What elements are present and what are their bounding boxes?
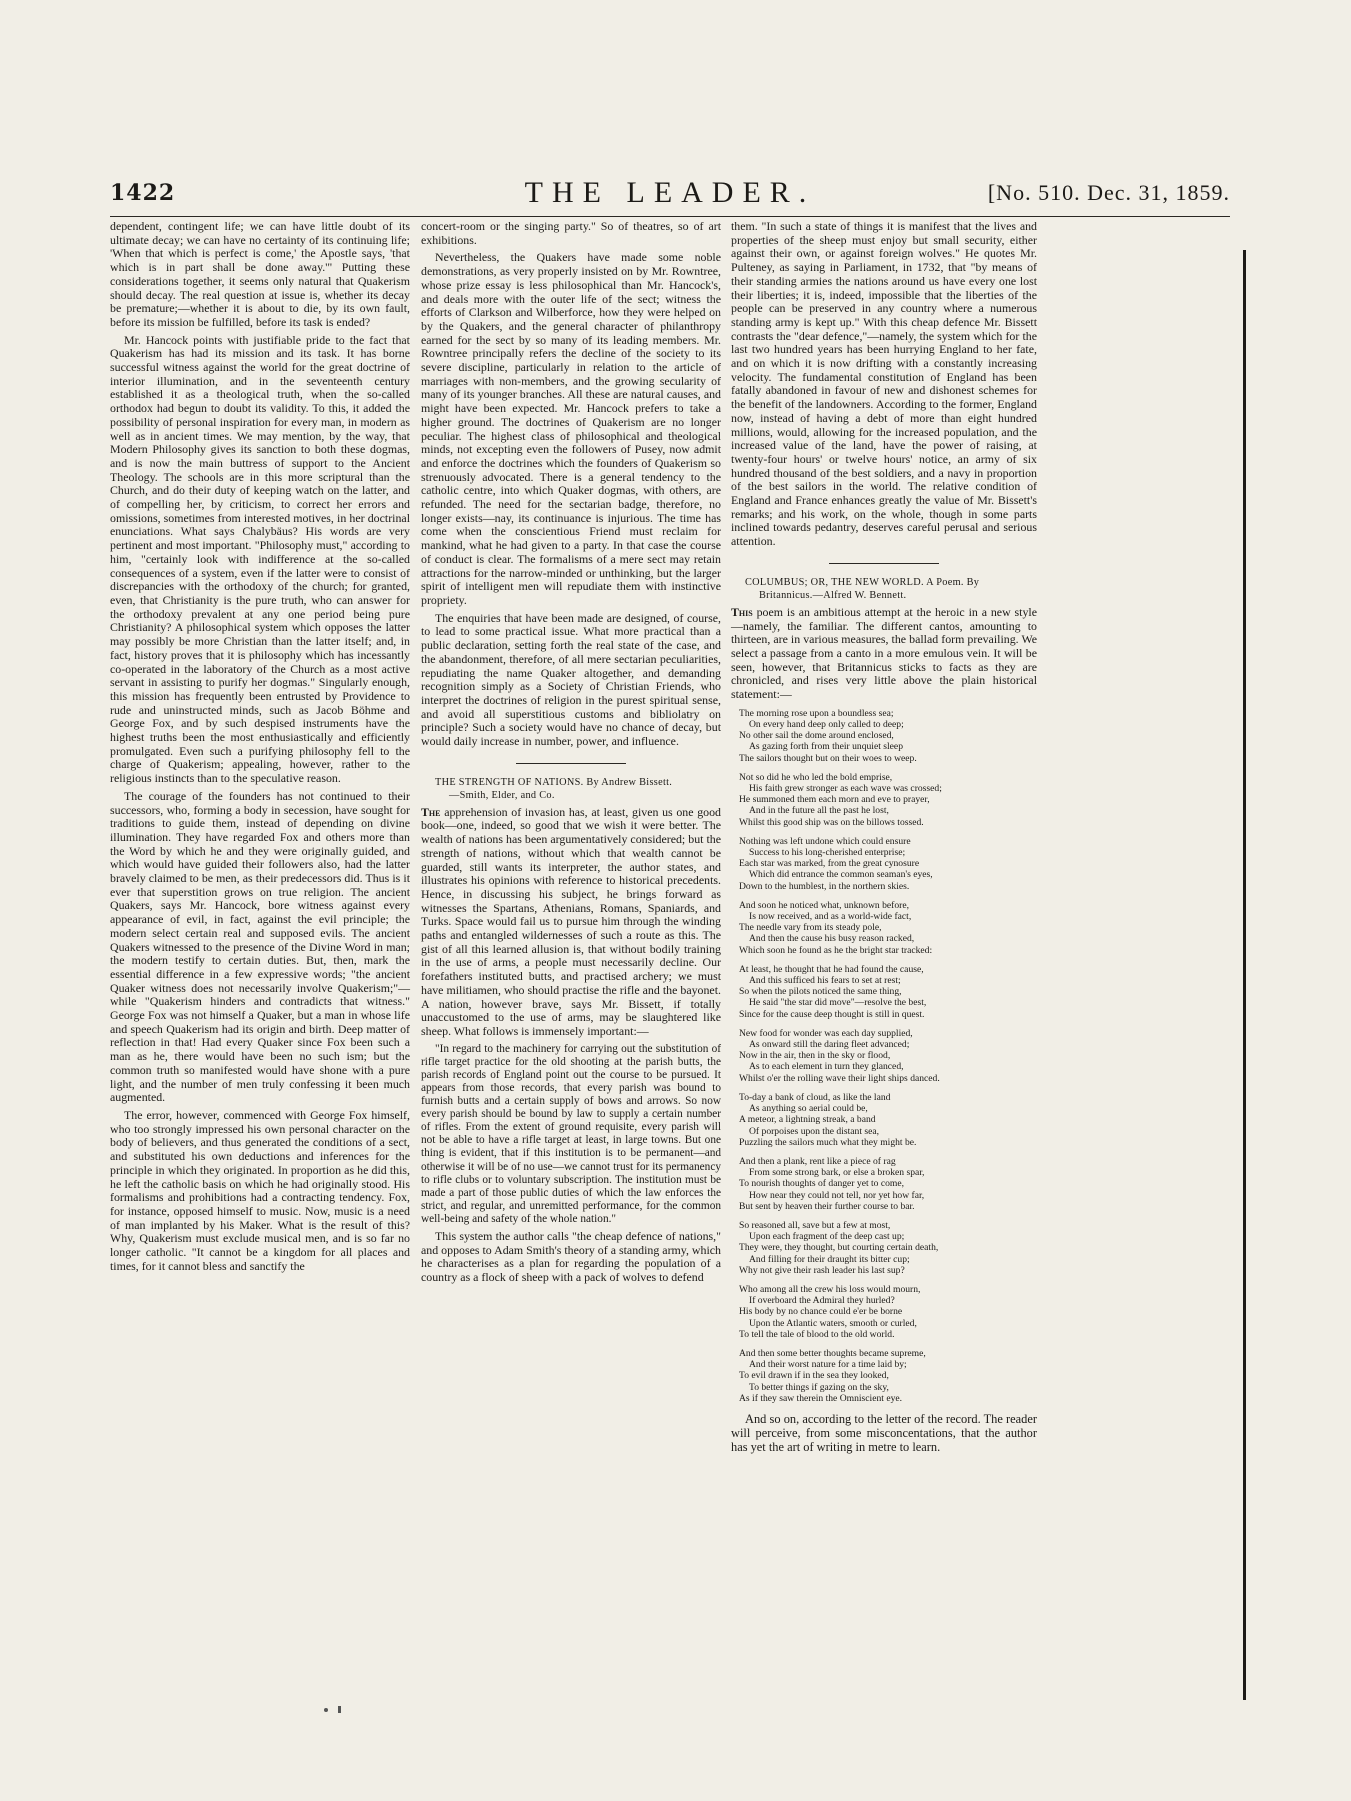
- section-divider: [516, 763, 626, 764]
- poem-line: And this sufficed his fears to set at rest;: [749, 975, 901, 987]
- poem-line: His faith grew stronger as each wave was crossed;: [749, 783, 942, 795]
- poem-line: Of porpoises upon the distant sea,: [749, 1125, 880, 1137]
- poem-line: From some strong bark, or else a broken spar,: [749, 1167, 925, 1179]
- poem-line: Down to the humblest, in the northern skies.: [739, 880, 910, 892]
- section-divider: [829, 563, 939, 564]
- poem-line: And then some better thoughts became supreme,: [739, 1347, 926, 1359]
- paragraph: The error, however, commenced with George Fox himself, who too strongly impressed his own personal character on the body of believers, and thus generated the conditions of a sect, and substituted his own deductions and inferences for the principle in which they originated. In proportion as he did this, he left the catholic basis on which he had originally stood. His formalisms and prohibitions had a contracting tendency. Fox, for instance, opposed himself to music. Now, music is a need of man implanted by his Maker. What is the result of this? Why, Quakerism must exclude musical men, and is so far no longer catholic. "It cannot be a kingdom for all places and times, for it cannot bless and sanctify the: [110, 1108, 410, 1273]
- poem-line: Puzzling the sailors much what they might be.: [739, 1136, 917, 1148]
- poem-line: Success to his long-cherished enterprise;: [749, 847, 906, 859]
- poem-line: The needle vary from its steady pole,: [739, 922, 882, 934]
- poem-line: If overboard the Admiral they hurled?: [749, 1295, 895, 1307]
- review-paragraph: [731, 606, 1037, 702]
- poem-line: But sent by heaven their further course to bar.: [739, 1200, 915, 1212]
- poem-line: Each star was marked, from the great cynosure: [739, 858, 920, 870]
- paragraph: them. "In such a state of things it is manifest that the lives and properties of the sheep must enjoy but small security, either against their own, or against foreign wolves." He quotes Mr. Pulteney, as saying in Parliament, in 1732, that "by means of their standing armies the nations around us have every one lost their liberties; it is, indeed, impossible that the liberties of the people can be preserved in any country where a numerous standing army is kept up." With this cheap defence Mr. Bissett contrasts the "dear defence,"—namely, the system which for the last two hundred years has been hurrying England to her fate, and on which it is now drifting with a constantly increasing velocity. The fundamental constitution of England has been fatally abandoned in favour of new and dishonest schemes for the benefit of the landowners. According to the former, England now, instead of having a debt of more than eight hundred millions, would, allowing for the increased population, and the increased value of the land, have the power of raising, at twenty-four hours' or twelve hours' notice, an army of six hundred thousand of the best soldiers, and a navy in proportion of the best sailors in the world. The relative condition of England and France enhances greatly the value of Mr. Bissett's remarks; and his work, on the whole, though in some parts inclined towards pedantry, deserves careful perusal and serious attention.: [731, 219, 1037, 549]
- poem-line: Not so did he who led the bold emprise,: [739, 771, 893, 783]
- review-publisher: Britannicus.—Alfred W. Bennett.: [759, 589, 907, 601]
- poem-stanza: [739, 708, 1037, 764]
- poem-line: As gazing forth from their unquiet sleep: [749, 741, 903, 753]
- poem-stanza: [739, 1156, 1037, 1212]
- paragraph: The courage of the founders has not continued to their successors, who, forming a body in secession, have sought for traditions to guide them, instead of depending on divine illumination. They have regarded Fox and others more than the Word by which he and they were originally guided, and which would have guided their followers also, had the latter bravely claimed to be men, as their predecessors did. Thus is it ever that superstition grows on true religion. The ancient Quakers, says Mr. Hancock, bore witness against every appearance of evil, in fact, against the evil principle; the modern select certain real and supposed evils. The ancient Quakers witnessed to the presence of the Divine Word in man; the modern testify to certain duties. But, then, mark the essential difference in a few expressive words; "the ancient Quaker witness does not necessarily involve Quakerism;"—while "Quakerism hinders and contradicts that witness." George Fox was not himself a Quaker, but a man in whose life and speech Quakerism had its origin and birth. Deep matter of reflection in that! Had every Quaker since Fox been such a man as he, there would have been no such ism; but the common truth so manifested would have shone with a pure light, and the number of men truly confessing it been much augmented.: [110, 788, 410, 1105]
- paragraph: Mr. Hancock points with justifiable pride to the fact that Quakerism has had its mission and its task. It has borne successful witness against the world for the great doctrine of interior illumination, and in the seventeenth century established it as a theological truth, when the so-called orthodox had begun to doubt its validity. To this, it added the possibility of personal inspiration for every man, in modern as well as in ancient times. We may mention, by the way, that Modern Philosophy gives its sanction to both these dogmas, and is now the main buttress of support to the Ancient Theology. The schools are in this more scriptural than the Church, and do their duty of keeping watch on the latter, and of compelling her, by criticism, to correct her errors and omissions, sometimes from interested motives, in her doctrinal enunciations. What says Chalybäus? His words are very pertinent and most important. "Philosophy must," according to him, "certainly look with indifference at the so-called consequences of a system, even if the latter were to consist of discrepancies with the orthodoxy of the church; for granted, even, that Christianity is the pure truth, who can answer for the orthodoxy prevalent at any one period being pure Christianity? A philosophical system which opposes the latter may possibly be more Christian than the latter itself; and, in fact, history proves that it is philosophy which has incessantly co-operated in the laboratory of the Church as a most active servant in assisting to purify her dogmas." Singularly enough, this mission has frequently been entrusted by Providence to rude and uninstructed minds, such as Jacob Böhme and George Fox, and by such despised instruments have the highest truths been the most enthusiastically and efficiently promulgated. Even such a purifying philosophy fell to the charge of Quakerism; appealing, however, rather to the religious instincts than to the speculative reason.: [110, 332, 410, 786]
- poem-line: He summoned them each morn and eve to prayer,: [739, 794, 930, 806]
- closing-paragraph: And so on, according to the letter of the record. The reader will perceive, from some misconcentations, that the author has yet the art of writing in metre to learn.: [731, 1411, 1037, 1454]
- poem-line: As anything so aerial could be,: [749, 1103, 868, 1115]
- poem-line: Which soon he found as he the bright star tracked:: [739, 944, 933, 956]
- poem-stanza: [739, 1348, 1037, 1404]
- page-edge-shadow: [1243, 250, 1246, 1700]
- poem-line: As onward still the daring fleet advanced;: [749, 1039, 910, 1051]
- paragraph: This system the author calls "the cheap defence of nations," and opposes to Adam Smith's theory of a standing army, which he characterises as a plan for regarding the population of a country as a flock of sheep with a pack of wolves to defend: [421, 1228, 721, 1285]
- poem-line: Now in the air, then in the sky or flood,: [739, 1050, 891, 1062]
- poem-line: And soon he noticed what, unknown before,: [739, 899, 909, 911]
- poem-line: Why not give their rash leader his last sup?: [739, 1264, 905, 1276]
- poem-line: Which did entrance the common seaman's eyes,: [749, 869, 933, 881]
- column-2: [421, 220, 721, 1289]
- poem-line: At least, he thought that he had found the cause,: [739, 963, 924, 975]
- paragraph: The enquiries that have been made are designed, of course, to lead to some practical issue. What more practical than a public declaration, setting forth the real state of the case, and the abandonment, therefore, of all mere sectarian peculiarities, repudiating the name Quaker altogether, and demanding recognition simply as a Society of Christian Friends, who interpret the doctrines of religion in the purest spiritual sense, and avoid all superstitious customs and bibliolatry on principle? Such a society would have no chance of decay, but would daily increase in number, power, and influence.: [421, 610, 721, 749]
- poem-line: Is now received, and as a world-wide fact,: [749, 911, 912, 923]
- poem-line: And then a plank, rent like a piece of rag: [739, 1155, 896, 1167]
- page-header: [110, 176, 1230, 217]
- poem-line: Upon the Atlantic waters, smooth or curled,: [749, 1317, 917, 1329]
- poem-line: His body by no chance could e'er be borne: [739, 1306, 903, 1318]
- poem-line: Nothing was left undone which could ensure: [739, 835, 911, 847]
- poem-line: To nourish thoughts of danger yet to come,: [739, 1178, 905, 1190]
- poem-line: Who among all the crew his loss would mourn,: [739, 1283, 921, 1295]
- paragraph: Nevertheless, the Quakers have made some noble demonstrations, as very properly insisted on by Mr. Rowntree, whose prize essay is less philosophical than Mr. Hancock's, and deals more with the outer life of the sect; witness the efforts of Clarkson and Wilberforce, how they were helped on by the Quakers, and the general character of philanthropy earned for the sect by so many of its leading members. Mr. Rowntree principally refers the decline of the society to its severe discipline, particularly in relation to the article of marriages with non-members, and the growing secularity of many of its younger branches. All these are natural causes, and might have been expected. Mr. Hancock prefers to take a higher ground. The doctrines of Quakerism are no longer peculiar. The highest class of philosophical and theological minds, not excepting even the followers of Pusey, now admit and enforce the doctrines which the founders of Quakerism so strenuously advocated. There is a general tendency to the catholic centre, into which Quaker dogmas, with others, are refunded. The need for the sectarian badge, therefore, no longer exists—nay, its continuance is injurious. The time has come when the conscientious Friend must reclaim for mankind, what he had given to a party. In that case the course of conduct is clear. The formalisms of a mere sect may retain attractions for the narrow-minded or unthinking, but the larger spirit of intelligent men will repudiate them with instinctive propriety.: [421, 250, 721, 607]
- poem-stanza: [739, 836, 1037, 892]
- ink-mark: [338, 1706, 341, 1713]
- poem-line: No other sail the dome around enclosed,: [739, 730, 894, 742]
- paragraph: concert-room or the singing party." So of theatres, so of art exhibitions.: [421, 219, 721, 247]
- poem-line: And in the future all the past he lost,: [749, 805, 889, 817]
- poem-line: To-day a bank of cloud, as like the land: [739, 1091, 891, 1103]
- poem-line: So when the pilots noticed the same thing,: [739, 986, 902, 998]
- review-text: poem is an ambitious attempt at the heroic in a new style—namely, the familiar. The different cantos, amounting to thirteen, are in various measures, the ballad form prevailing. We select a passage from a canto in a more emulous vein. It will be seen, however, that Britannicus sticks to facts as they are chronicled, and rises very little above the plain historical statement:—: [731, 604, 1037, 702]
- poem-stanza: [739, 1284, 1037, 1340]
- review-title: THE STRENGTH OF NATIONS. By Andrew Bissett.: [435, 776, 673, 788]
- review-heading: [421, 776, 721, 802]
- review-title: COLUMBUS; OR, THE NEW WORLD. A Poem. By: [745, 576, 980, 588]
- poem-stanza: [739, 772, 1037, 828]
- poem-stanza: [739, 1028, 1037, 1084]
- poem-line: To tell the tale of blood to the old world.: [739, 1328, 895, 1340]
- poem-line: Upon each fragment of the deep cast up;: [749, 1231, 905, 1243]
- poem-line: Since for the cause deep thought is still in quest.: [739, 1008, 925, 1020]
- drop-cap: The: [421, 804, 441, 819]
- poem-line: The sailors thought but on their woes to weep.: [739, 752, 917, 764]
- poem-line: A meteor, a lightning streak, a band: [739, 1114, 876, 1126]
- poem-stanza: [739, 1092, 1037, 1148]
- poem-line: They were, they thought, but courting certain death,: [739, 1242, 939, 1254]
- poem-line: On every hand deep only called to deep;: [749, 719, 904, 730]
- poem-line: As to each element in turn they glanced,: [749, 1061, 904, 1073]
- review-text: apprehension of invasion has, at least, given us one good book—one, indeed, so good that we wish it were better. The wealth of nations has been argumentatively considered; but the strength of nations, without which that wealth cannot be guarded, still wants its interpreter, the author states, and illustrates his opinions with reference to historical precedents. Hence, in discussing his subject, he brings forward as witnesses the Spartans, Athenians, Romans, Spaniards, and Turks. Space would fail us to pursue him through the winding paths and entangled wildernesses of such a route as this. The gist of all this learned allusion is, that without bodily training in the use of arms, a people must necessarily decline. Our forefathers instituted butts, and practised archery; we must have militiamen, who should practise the rifle and the bayonet. A nation, however brave, says Mr. Bissett, if totally unaccustomed to the use of arms, may be slaughtered like sheep. What follows is immensely important:—: [421, 804, 721, 1038]
- poem-line: New food for wonder was each day supplied,: [739, 1027, 913, 1039]
- poem-stanza: [739, 900, 1037, 956]
- review-paragraph: [421, 806, 721, 1039]
- column-1: [110, 220, 410, 1277]
- review-heading: [731, 576, 1037, 602]
- column-3: [731, 220, 1037, 1458]
- poem-line: The morning rose upon a boundless sea;: [739, 707, 894, 719]
- paragraph: dependent, contingent life; we can have little doubt of its ultimate decay; we can have no certainty of its continuing life; 'When that which is perfect is come,' the Apostle says, 'that which is in part shall be done away.'" Putting these considerations together, it seems only natural that Quakerism should decay. The real question at issue is, whether its decay be premature;—whether it is about to die, by its own fault, before its mission be fulfilled, before its task is ended?: [110, 219, 410, 329]
- poem-line: To evil drawn if in the sea they looked,: [739, 1370, 889, 1382]
- poem-line: To better things if gazing on the sky,: [749, 1381, 889, 1393]
- poem-line: Whilst this good ship was on the billows tossed.: [739, 816, 924, 828]
- poem-line: Whilst o'er the rolling wave their light ships danced.: [739, 1072, 940, 1084]
- issue-info: [No. 510. Dec. 31, 1859.: [987, 180, 1230, 205]
- poem-line: As if they saw therein the Omniscient eye.: [739, 1392, 903, 1404]
- review-publisher: —Smith, Elder, and Co.: [449, 789, 555, 801]
- ink-mark: [324, 1708, 328, 1712]
- poem-stanza: [739, 1220, 1037, 1276]
- drop-cap: This: [731, 604, 753, 619]
- poem-stanza: [739, 964, 1037, 1020]
- poem-excerpt: [739, 708, 1037, 1404]
- poem-line: He said "the star did move"—resolve the best,: [749, 997, 927, 1009]
- poem-line: So reasoned all, save but a few at most,: [739, 1219, 891, 1231]
- masthead-title: THE LEADER.: [524, 176, 816, 209]
- poem-line: And filling for their draught its bitter cup;: [749, 1253, 910, 1265]
- poem-line: And their worst nature for a time laid by;: [749, 1359, 907, 1371]
- page-number: 1422: [110, 180, 176, 206]
- block-quote: "In regard to the machinery for carrying out the substitution of rifle target practice for the old shooting at the parish butts, the parish records of England point out the course to be pursued. It appears from those records, that every parish was bound to furnish butts and a certain supply of bows and arrows. So now every parish should be bound by law to supply a certain number of rifles. From the extent of ground requisite, every parish will not be able to have a rifle target at least, in large towns. But one thing is evident, that if this institution is to be permanent—and otherwise it will be of no use—we cannot trust for its permanency to rifle clubs or to voluntary subscription. The institution must be made a part of those public duties of which the law enforces the strict, and regular, and unremitted performance, for the common well-being and safety of the whole nation.": [421, 1042, 721, 1225]
- poem-line: And then the cause his busy reason racked,: [749, 933, 915, 945]
- poem-line: How near they could not tell, nor yet how far,: [749, 1189, 925, 1201]
